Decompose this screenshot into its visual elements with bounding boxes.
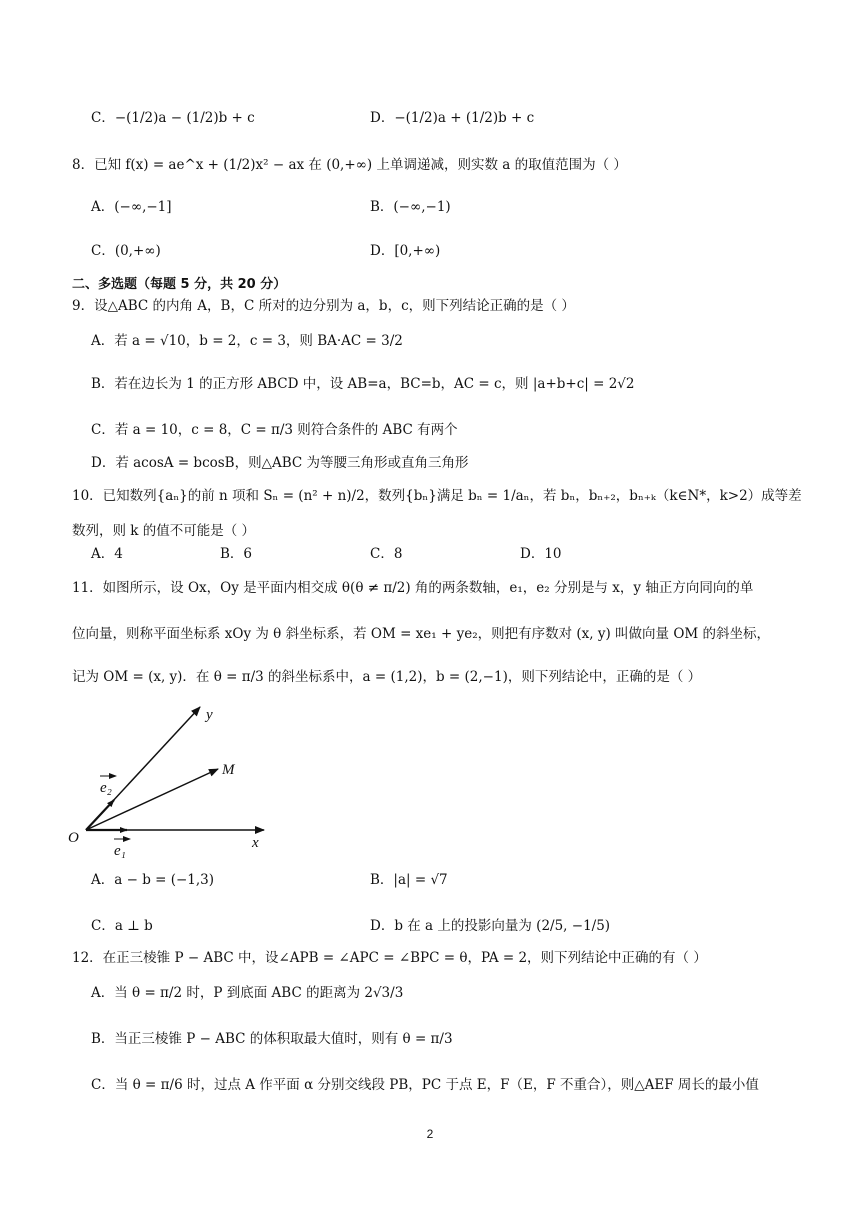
label-e2: e₂ bbox=[100, 780, 112, 796]
q10-option-d: D．10 bbox=[520, 546, 562, 562]
q11-stem-cont: 位向量，则称平面坐标系 xOy 为 θ 斜坐标系，若 OM = xe₁ + ye₂，则把有序数对 (x, y) 叫做向量 OM 的斜坐标， bbox=[72, 626, 771, 642]
q11-stem-cont2: 记为 OM = (x, y)．在 θ = π/3 的斜坐标系中，a = (1,2)，b = (2,−1)，则下列结论中，正确的是（ ） bbox=[72, 669, 702, 685]
q11-option-b: B．|a| = √7 bbox=[370, 872, 448, 888]
q12-option-a: A．当 θ = π/2 时，P 到底面 ABC 的距离为 2√3/3 bbox=[91, 985, 404, 1001]
q8-option-c: C．(0,+∞) bbox=[91, 243, 161, 259]
q7-option-d: D．−(1/2)a + (1/2)b + c bbox=[370, 110, 535, 126]
label-x: x bbox=[252, 835, 259, 851]
section-heading: 二、多选题（每题 5 分，共 20 分） bbox=[72, 277, 287, 292]
label-o: O bbox=[68, 830, 79, 846]
q12-stem: 12．在正三棱锥 P − ABC 中，设∠APB = ∠APC = ∠BPC = θ，PA = 2，则下列结论中正确的有（ ） bbox=[72, 950, 707, 966]
q8-option-d: D．[0,+∞) bbox=[370, 243, 441, 259]
q10-stem-cont: 数列，则 k 的值不可能是（ ） bbox=[72, 523, 256, 539]
label-m: M bbox=[222, 762, 235, 778]
q9-stem: 9．设△ABC 的内角 A，B，C 所对的边分别为 a，b，c，则下列结论正确的是（ ） bbox=[72, 298, 575, 314]
q9-option-c: C．若 a = 10，c = 8，C = π/3 则符合条件的 ABC 有两个 bbox=[91, 422, 458, 438]
q9-option-a: A．若 a = √10，b = 2，c = 3，则 BA·AC = 3/2 bbox=[91, 333, 403, 349]
q12-option-b: B．当正三棱锥 P − ABC 的体积取最大值时，则有 θ = π/3 bbox=[91, 1031, 453, 1047]
q7-option-c: C．−(1/2)a − (1/2)b + c bbox=[91, 110, 255, 126]
q10-option-b: B．6 bbox=[220, 546, 253, 562]
vector-om bbox=[86, 769, 218, 830]
vector-e2 bbox=[86, 800, 114, 830]
q11-option-d: D．b 在 a 上的投影向量为 (2/5, −1/5) bbox=[370, 918, 611, 934]
oblique-axes-figure bbox=[66, 700, 286, 860]
q8-option-a: A．(−∞,−1] bbox=[91, 199, 172, 215]
q10-stem: 10．已知数列{aₙ}的前 n 项和 Sₙ = (n² + n)/2，数列{bₙ}满足 bₙ = 1/aₙ，若 bₙ，bₙ₊₂，bₙ₊ₖ（k∈N*，k>2）成等差 bbox=[72, 488, 802, 504]
q11-option-a: A．a − b = (−1,3) bbox=[91, 872, 215, 888]
page-number: 2 bbox=[426, 1127, 434, 1141]
q8-stem: 8．已知 f(x) = ae^x + (1/2)x² − ax 在 (0,+∞) 上单调递减，则实数 a 的取值范围为（ ） bbox=[72, 157, 627, 173]
q10-option-a: A．4 bbox=[91, 546, 123, 562]
label-y: y bbox=[206, 707, 213, 723]
q8-option-b: B．(−∞,−1) bbox=[370, 199, 451, 215]
label-e1: e₁ bbox=[114, 843, 126, 859]
q9-option-b: B．若在边长为 1 的正方形 ABCD 中，设 AB=a，BC=b，AC = c，则 |a+b+c| = 2√2 bbox=[91, 376, 635, 392]
q10-option-c: C．8 bbox=[370, 546, 403, 562]
q9-option-d: D．若 acosA = bcosB，则△ABC 为等腰三角形或直角三角形 bbox=[91, 455, 469, 471]
q12-option-c: C．当 θ = π/6 时，过点 A 作平面 α 分别交线段 PB，PC 于点 E，F（E，F 不重合），则△AEF 周长的最小值 bbox=[91, 1077, 759, 1093]
q11-stem: 11．如图所示，设 Ox，Oy 是平面内相交成 θ(θ ≠ π/2) 角的两条数轴，e₁，e₂ 分别是与 x，y 轴正方向同向的单 bbox=[72, 580, 754, 596]
q11-option-c: C．a ⊥ b bbox=[91, 918, 153, 934]
